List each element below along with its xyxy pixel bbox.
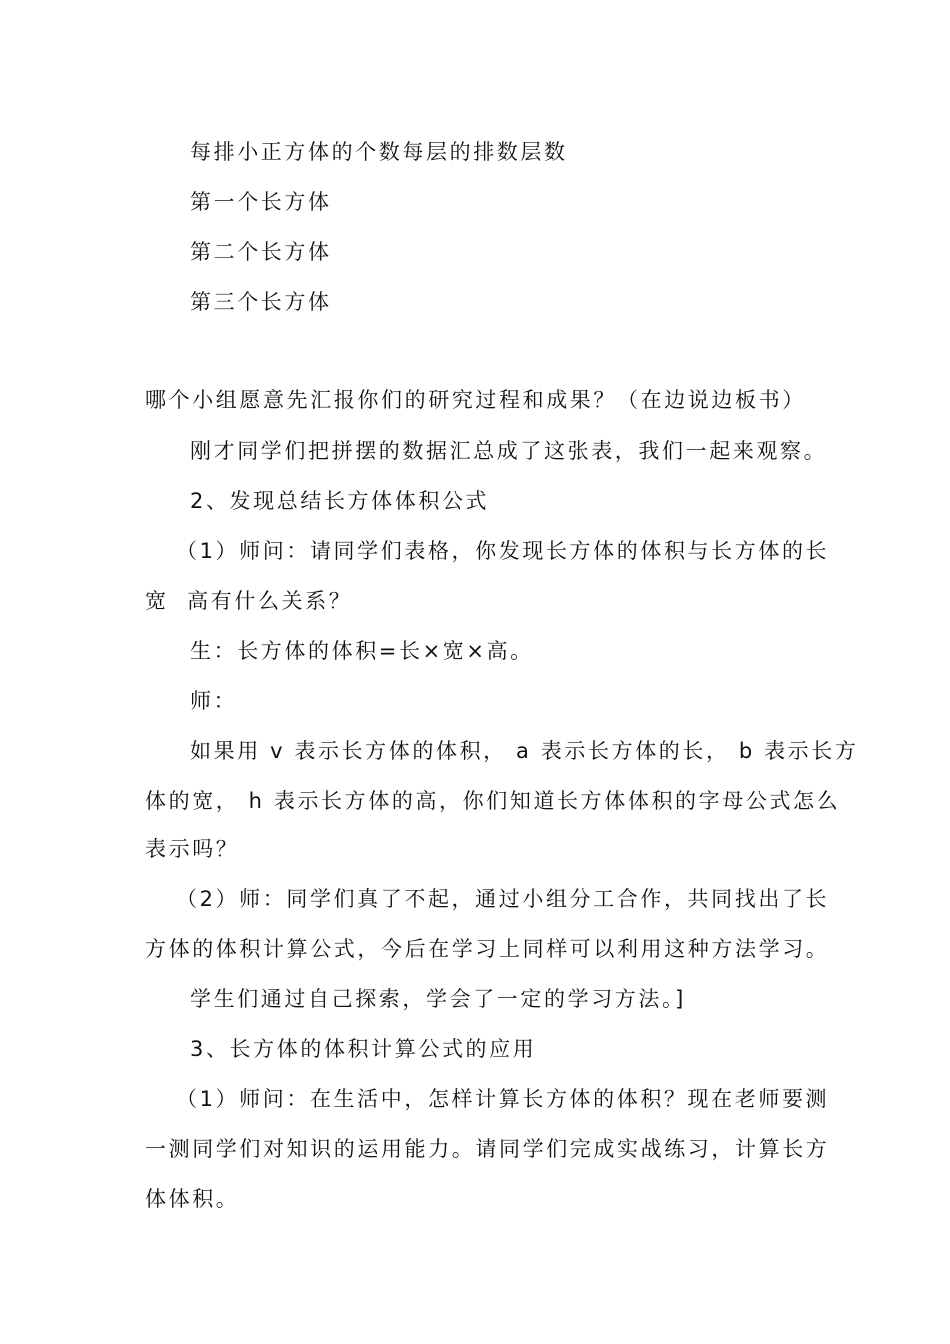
paragraph-line: 生：长方体的体积=长×宽×高。 (190, 639, 534, 663)
paragraph-line: 体体积。 (145, 1187, 240, 1211)
paragraph-line: （1）师问：在生活中，怎样计算长方体的体积？现在老师要测 (176, 1087, 830, 1111)
table-row-1: 第一个长方体 (190, 190, 332, 214)
paragraph-line: 哪个小组愿意先汇报你们的研究过程和成果？（在边说边板书） (145, 388, 806, 412)
paragraph-line: 如果用 v 表示长方体的体积， a 表示长方体的长， b 表示长方 (190, 739, 859, 763)
paragraph-line: 学生们通过自己探索，学会了一定的学习方法。] (190, 987, 686, 1011)
paragraph-line: 方体的体积计算公式，今后在学习上同样可以利用这种方法学习。 (145, 937, 830, 961)
table-row-2: 第二个长方体 (190, 240, 332, 264)
paragraph-line: 体的宽， h 表示长方体的高，你们知道长方体体积的字母公式怎么 (145, 789, 841, 813)
section-heading: 3、长方体的体积计算公式的应用 (190, 1037, 537, 1061)
section-heading: 2、发现总结长方体体积公式 (190, 489, 490, 513)
paragraph-line: 表示吗？ (145, 837, 240, 861)
table-header-line: 每排小正方体的个数每层的排数层数 (190, 140, 568, 164)
paragraph-line: 宽 高有什么关系？ (145, 589, 353, 613)
paragraph-line: （1）师问：请同学们表格，你发现长方体的体积与长方体的长 (176, 539, 830, 563)
table-row-3: 第三个长方体 (190, 290, 332, 314)
paragraph-line: 师： (190, 689, 238, 713)
paragraph-line: 一测同学们对知识的运用能力。请同学们完成实战练习，计算长方 (145, 1137, 830, 1161)
paragraph-line: 刚才同学们把拼摆的数据汇总成了这张表，我们一起来观察。 (190, 439, 828, 463)
paragraph-line: （2）师：同学们真了不起，通过小组分工合作，共同找出了长 (176, 887, 830, 911)
